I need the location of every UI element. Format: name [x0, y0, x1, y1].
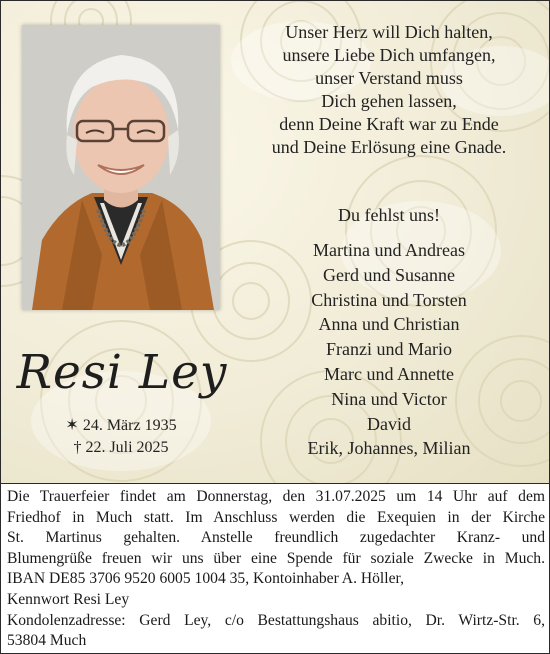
- mourners-list: [229, 238, 549, 461]
- mourner-entry: Gerd und Susanne: [323, 264, 455, 285]
- keyword-line: Kennwort Resi Ley: [7, 590, 130, 608]
- info-line: St. Martinus gehalten. Anstelle freundlich zugedachter Kranz- und: [7, 529, 545, 547]
- poem: [229, 21, 549, 159]
- miss-line: Du fehlst uns!: [338, 205, 440, 225]
- info-line: Friedhof in Much statt. Im Anschluss werden die Exequien in der Kirche: [7, 508, 545, 526]
- poem-line: Unser Herz will Dich halten,: [285, 22, 493, 42]
- poem-line: Dich gehen lassen,: [321, 91, 457, 111]
- poem-line: denn Deine Kraft war zu Ende: [279, 114, 499, 134]
- death-date: † 22. Juli 2025: [73, 439, 169, 456]
- deceased-name: Resi Ley: [16, 345, 228, 400]
- mourner-entry: Franzi und Mario: [326, 339, 452, 360]
- mourner-entry: Erik, Johannes, Milian: [307, 438, 471, 459]
- poem-line: unsere Liebe Dich umfangen,: [282, 45, 496, 65]
- life-dates: [41, 415, 201, 459]
- condolence-city: 53804 Much: [7, 632, 87, 650]
- iban-line: IBAN DE85 3706 9520 6005 1004 35, Kontoinhaber A. Höller,: [7, 570, 404, 588]
- info-line: Die Trauerfeier findet am Donnerstag, den 31.07.2025 um 14 Uhr auf dem: [7, 488, 545, 505]
- mourner-entry: Marc und Annette: [324, 363, 454, 384]
- birth-date: ✶ 24. März 1935: [65, 417, 177, 434]
- mourner-entry: Anna und Christian: [318, 314, 460, 335]
- portrait-photo: [22, 25, 220, 310]
- poem-line: unser Verstand muss: [315, 68, 463, 88]
- info-line: Blumengrüße freuen wir uns über eine Spende für soziale Zwecke in Much.: [7, 549, 545, 567]
- mourner-entry: Nina und Victor: [331, 388, 447, 409]
- condolence-address: Kondolenzadresse: Gerd Ley, c/o Bestattungshaus abitio, Dr. Wirtz-Str. 6,: [7, 611, 545, 629]
- poem-line: und Deine Erlösung eine Gnade.: [271, 137, 507, 157]
- mourner-entry: David: [367, 413, 411, 434]
- portrait-illustration: [22, 25, 220, 310]
- mourner-entry: Christina und Torsten: [311, 289, 467, 310]
- funeral-info: [7, 487, 545, 652]
- section-divider: [1, 483, 549, 484]
- mourner-entry: Martina und Andreas: [313, 240, 465, 260]
